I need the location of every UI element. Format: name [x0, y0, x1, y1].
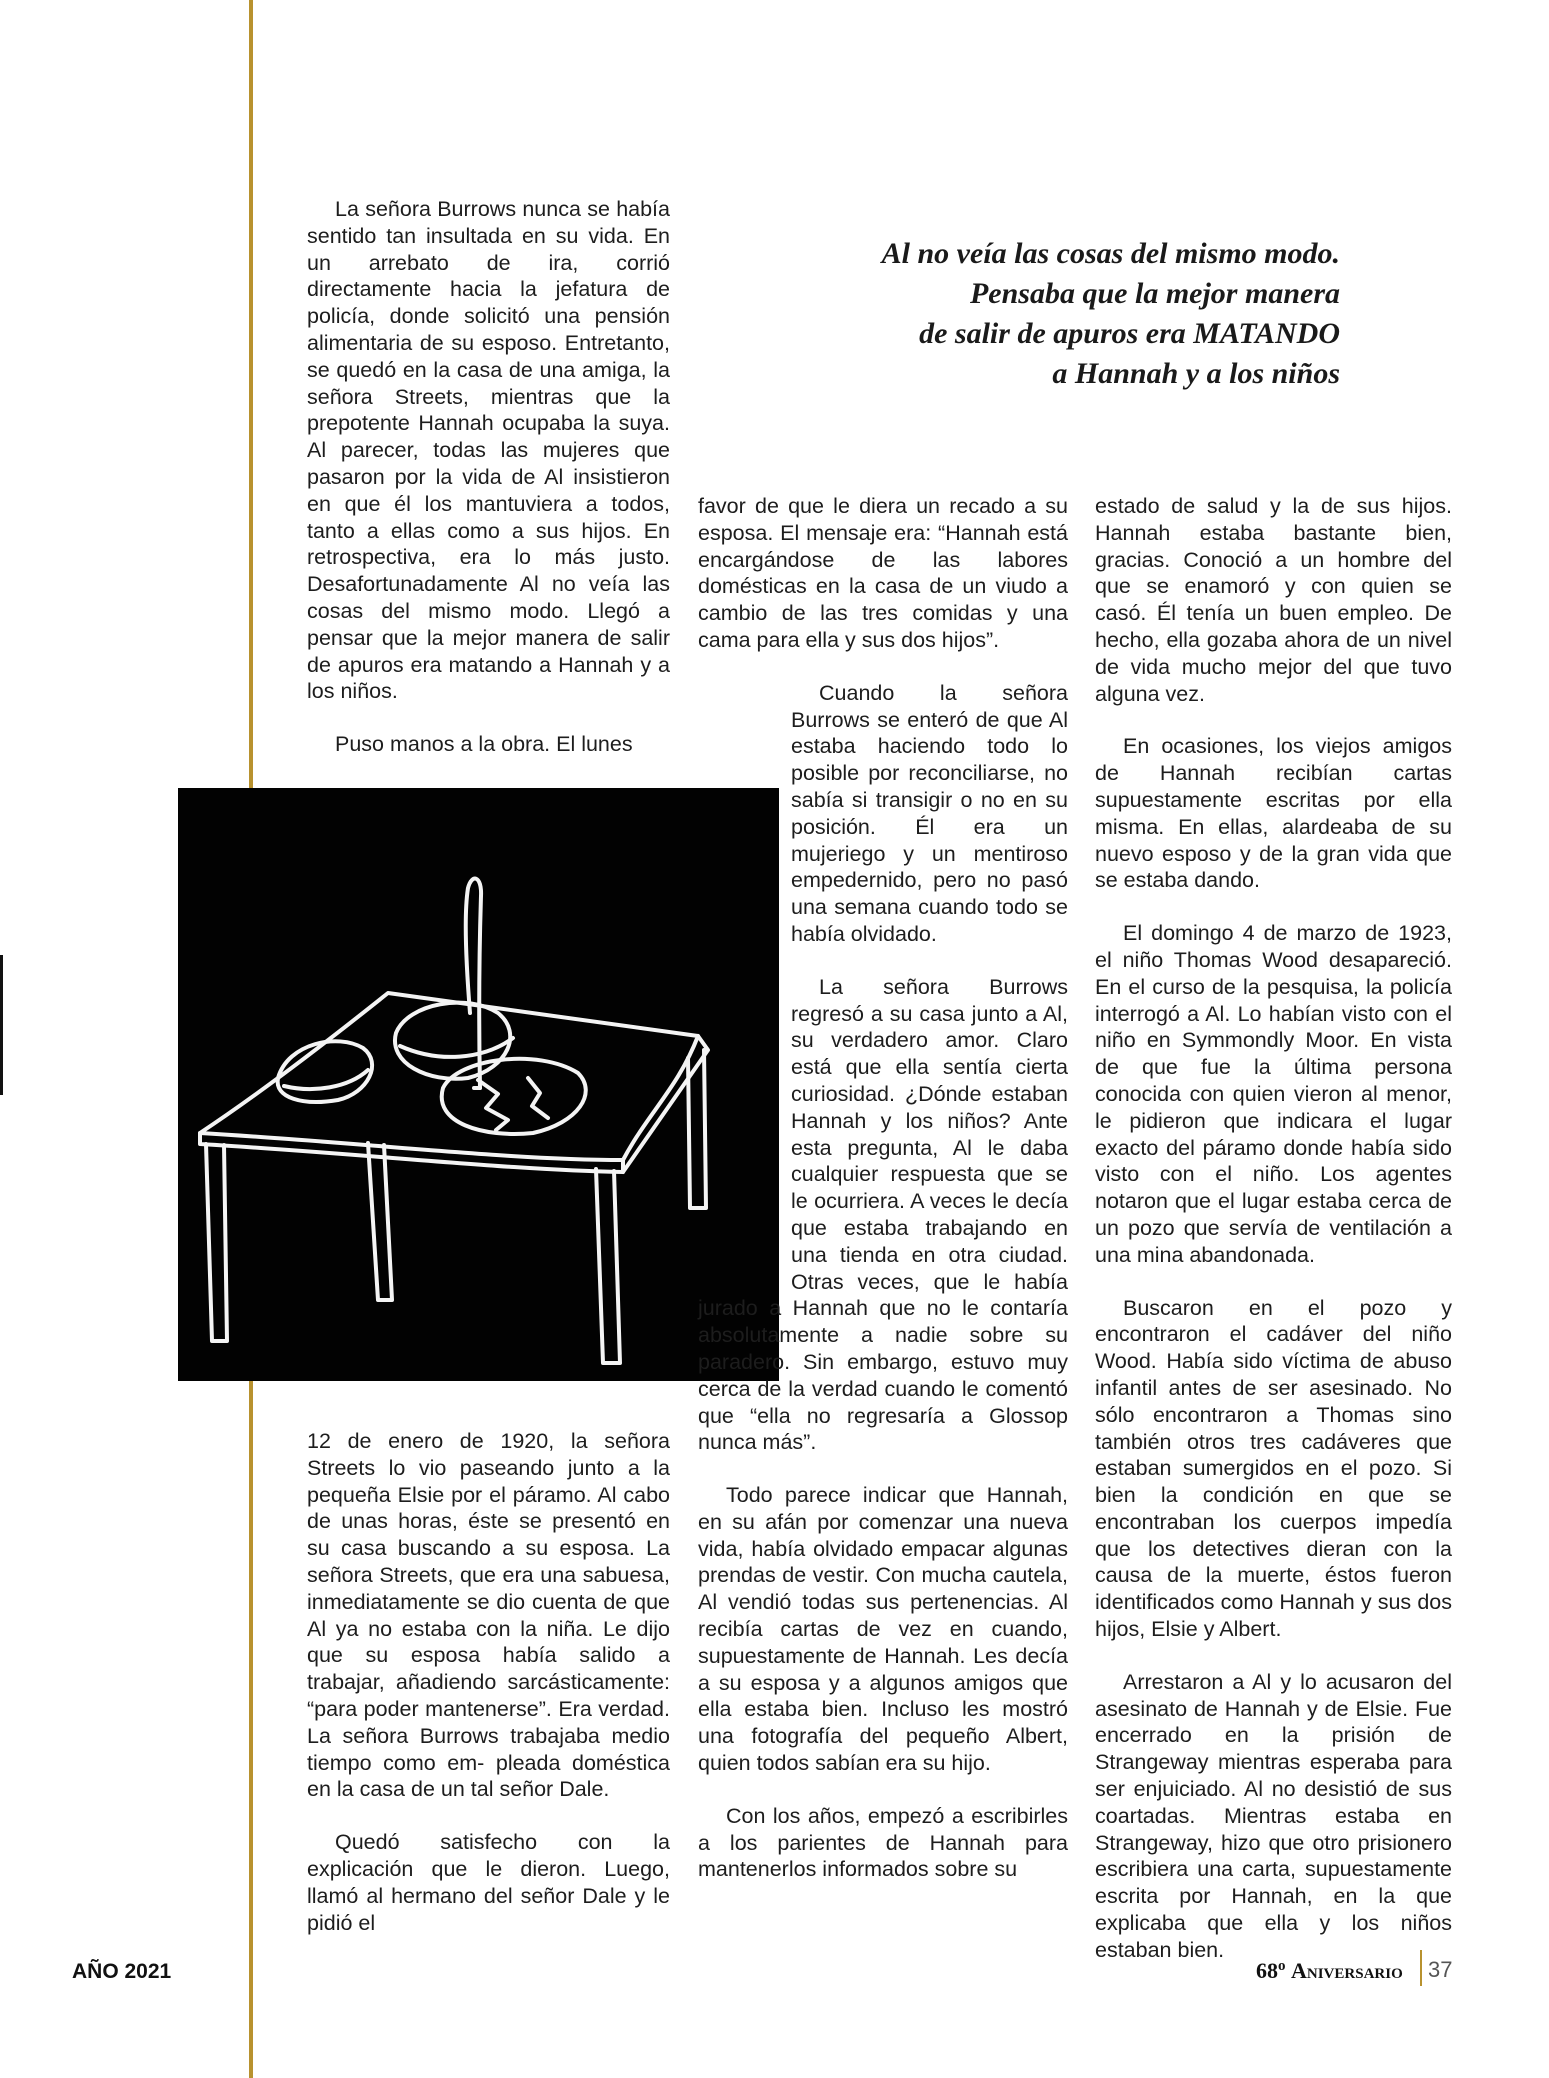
- column-1-paragraph-2-start: Puso manos a la obra. El lunes: [335, 732, 633, 757]
- column-2-paragraph-2: [698, 680, 1068, 948]
- footer-brand: [1256, 1958, 1403, 1984]
- image-wrap-spacer: [698, 680, 791, 1270]
- footer-brand-ordinal: o: [1278, 1958, 1286, 1974]
- table-with-bowls-icon: [178, 788, 779, 1381]
- column-2-paragraph-1: favor de que le diera un recado a su esposa. El mensaje era: “Hannah está encargándose de las labores domésticas en la casa de un viudo a cambio de las tres comidas y una cama para ella y sus dos hijos”.: [698, 494, 1068, 652]
- pull-quote-line-1: Al no veía las cosas del mismo modo.: [881, 237, 1340, 270]
- column-1-paragraph-3: Quedó satisfecho con la explicación que le dieron. Luego, llamó al hermano del señor Dale y le pidió el: [307, 1830, 670, 1935]
- column-1-paragraph-1: La señora Burrows nunca se había sentido tan insultada en su vida. En un arrebato de ira, corrió directamente hacia la jefatura de policía, donde solicitó una pensión alimentaria de su esposo. Entretanto, se quedó en la casa de una amiga, la señora Streets, mientras que la prepotente Hannah ocupaba la suya. Al parecer, todas las mujeres que pasaron por la vida de Al insistieron en que él los mantuviera a todos, tanto a ellas como a sus hijos. En retrospectiva, era lo más justo. Desafortunadamente Al no veía las cosas del mismo modo. Llegó a pensar que la mejor manera de salir de apuros era matando a Hannah y a los niños.: [307, 197, 670, 704]
- column-1-bottom: [307, 1428, 670, 1936]
- column-2-paragraph-4: Todo parece indicar que Hannah, en su afán por comenzar una nueva vida, había olvidado empacar algunas prendas de vestir. Con mucha cautela, Al vendió todas sus pertenencias. Al recibía cartas de vez en cuando, supuestamente de Hannah. Les decía a su esposa y a algunos amigos que ella estaba bien. Incluso les mostró una fotografía del pequeño Albert, quien todos sabían era su hijo.: [698, 1483, 1068, 1776]
- pull-quote-line-3: de salir de apuros era MATANDO: [919, 317, 1340, 350]
- footer-brand-number: 68: [1256, 1958, 1278, 1983]
- footer-year: AÑO 2021: [72, 1960, 172, 1983]
- column-1-top: [307, 196, 670, 758]
- column-2-paragraph-3: La señora Burrows regresó a su casa junto a Al, su verdadero amor. Claro está que ella sentía cierta curiosidad. ¿Dónde estaban Hannah y los niños? Ante esta pregunta, Al le daba cualquier respuesta que se le ocurriera. A veces le decía que estaba trabajando en una tienda en otra ciudad. Otras veces, que le había jurado a Hannah que no le contaría absolutamente a nadie sobre su paradero. Sin embargo, estuvo muy cerca de la verdad cuando le comentó que “ella no regresaría a Glossop nunca más”.: [698, 974, 1068, 1455]
- column-3: [1095, 493, 1452, 1964]
- column-1-paragraph-2-continued: 12 de enero de 1920, la señora Streets lo vio paseando junto a la pequeña Elsie por el páramo. Al cabo de unas horas, éste se presentó en su casa buscando a su esposa. La señora Streets, que era una sabuesa, inmediatamente se dio cuenta de que Al ya no estaba con la niña. Le dijo que su esposa había salido a trabajar, añadiendo sarcásticamente: “para poder mantenerse”. Era verdad. La señora Burrows trabajaba medio tiempo como em- pleada doméstica en la casa de un tal señor Dale.: [307, 1429, 670, 1802]
- pull-quote-line-4: a Hannah y a los niños: [1052, 357, 1340, 390]
- column-2: [698, 493, 1068, 1883]
- column-2-paragraph-2-text: Cuando la señora Burrows se enteró de que Al estaba haciendo todo lo posible por reconciliarse, no sabía si transigir o no en su posición. Él era un mujeriego y un mentiroso empedernido, pero no pasó una semana cuando todo se había olvidado.: [791, 680, 1068, 946]
- column-3-paragraph-3: El domingo 4 de marzo de 1923, el niño Thomas Wood desapareció. En el curso de la pesquisa, la policía interrogó a Al. Lo habían visto con el niño en Symmondly Moor. En vista de que fue la última persona conocida con quien vieron al menor, le pidieron que indicara el lugar exacto del páramo donde había sido visto con el niño. Los agentes notaron que el lugar estaba cerca de un pozo que servía de ventilación a una mina abandonada.: [1095, 921, 1452, 1267]
- pull-quote-line-2: Pensaba que la mejor manera: [969, 277, 1340, 310]
- table-with-bowls-illustration: [178, 788, 779, 1381]
- column-3-paragraph-5: Arrestaron a Al y lo acusaron del asesinato de Hannah y de Elsie. Fue encerrado en la prisión de Strangeway mientras esperaba para ser enjuiciado. Al no desistió de sus coartadas. Mientras estaba en Strangeway, hizo que otro prisionero escribiera una carta, supuestamente escrita por Hannah, en la que explicaba que ella y los niños estaban bien.: [1095, 1669, 1452, 1962]
- column-3-paragraph-1: estado de salud y la de sus hijos. Hannah estaba bastante bien, gracias. Conoció a un hombre del que se enamoró y con quien se casó. Él tenía un buen empleo. De hecho, ella gozaba ahora de un nivel de vida mucho mejor del que tuvo alguna vez.: [1095, 494, 1452, 706]
- column-3-paragraph-2: En ocasiones, los viejos amigos de Hannah recibían cartas supuestamente escritas por ella misma. En ellas, alardeaba de su nuevo esposo y de la gran vida que se estaba dando.: [1095, 734, 1452, 893]
- page-number: 37: [1428, 1957, 1453, 1982]
- column-3-paragraph-4: Buscaron en el pozo y encontraron el cadáver del niño Wood. Había sido víctima de abuso infantil antes de ser asesinado. No sólo encontraron a Thomas sino también otros tres cadáveres que estaban sumergidos en el pozo. Si bien la condición en que se encontraban los cuerpos impedía que los detectives dieran con la causa de la muerte, éstos fueron identificados como Hannah y sus dos hijos, Elsie y Albert.: [1095, 1295, 1452, 1642]
- pull-quote: [780, 234, 1340, 394]
- footer-gold-divider: [1420, 1950, 1422, 1986]
- column-2-paragraph-5: Con los años, empezó a escribirles a los parientes de Hannah para mantenerlos informados sobre su: [698, 1803, 1068, 1882]
- footer-brand-word: Aniversario: [1291, 1958, 1403, 1983]
- page-edge-mark: [0, 955, 3, 1095]
